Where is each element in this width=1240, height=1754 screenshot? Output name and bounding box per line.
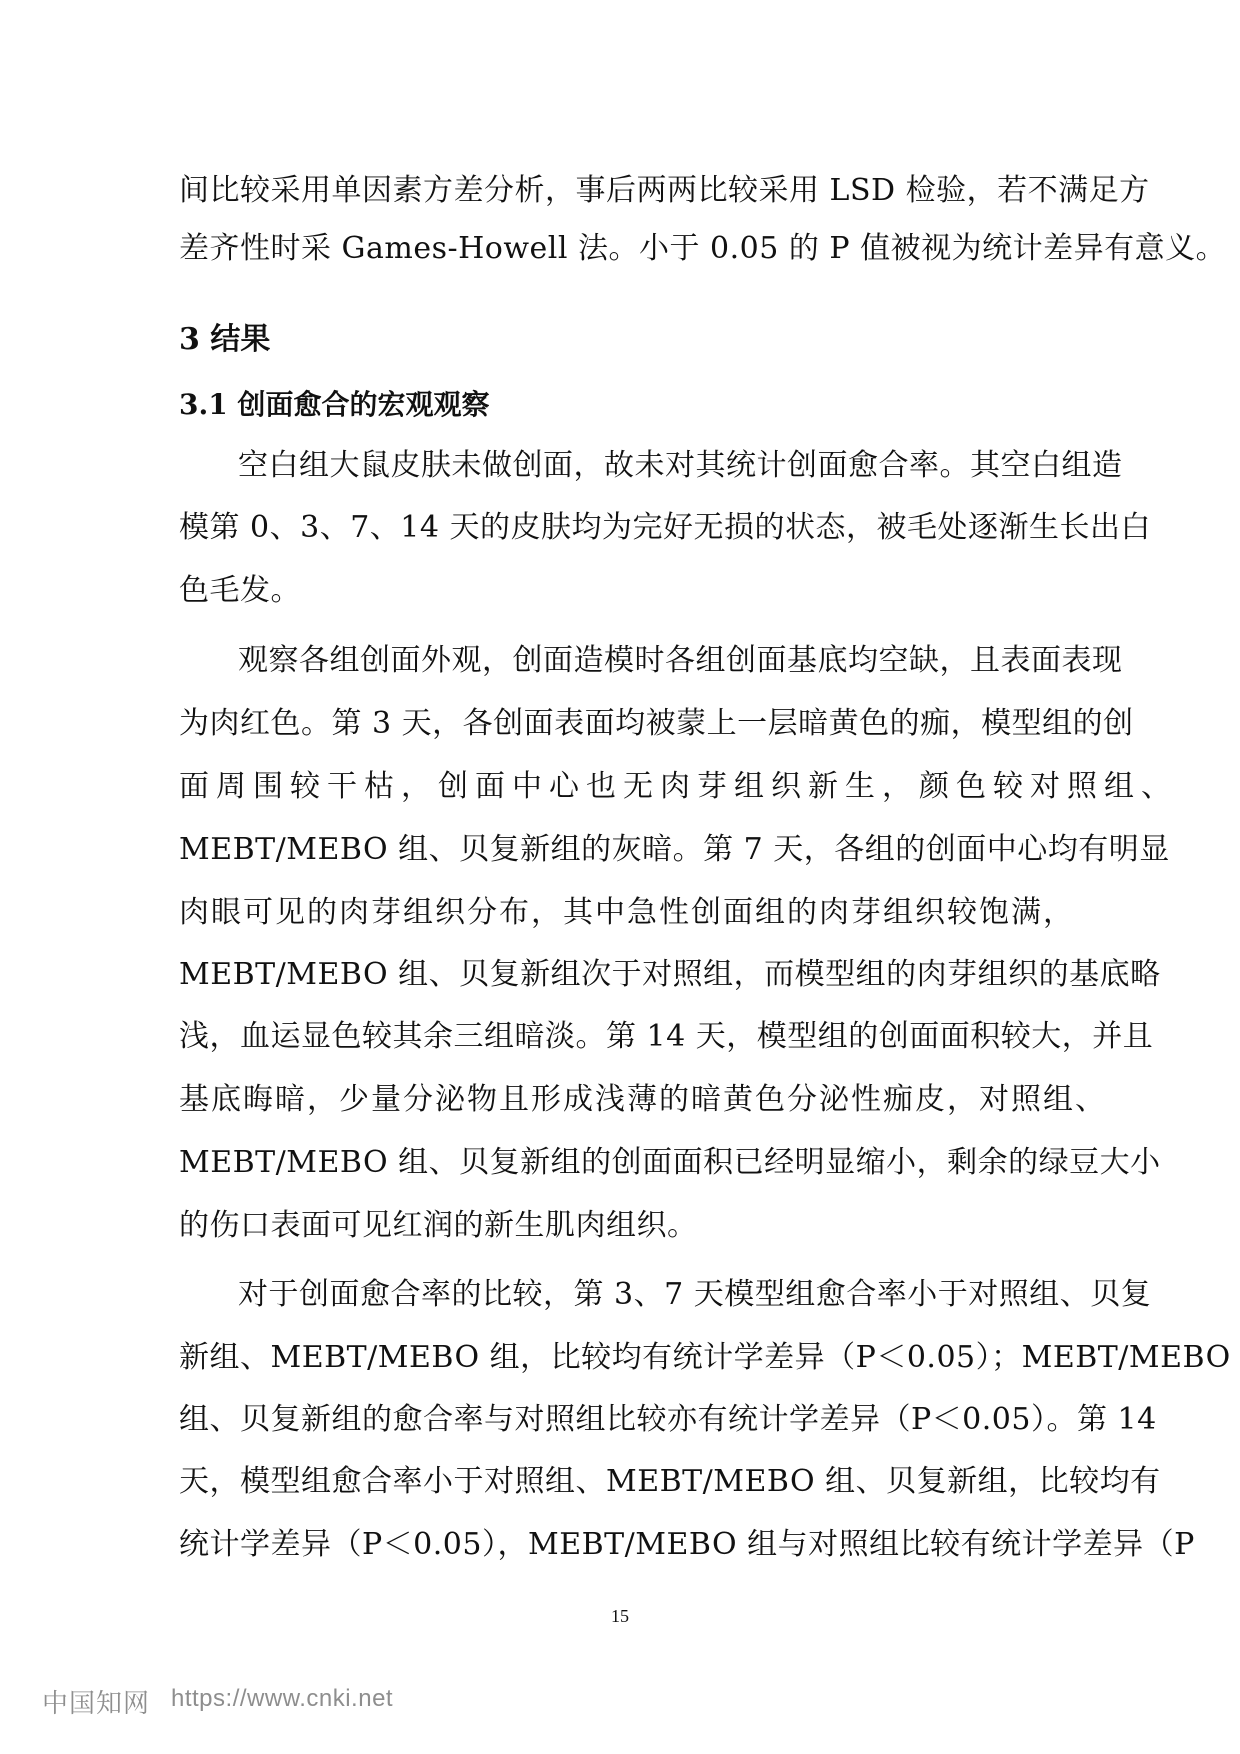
text-line: 差齐性时采 Games-Howell 法。小于 0.05 的 P 值被视为统计差异有意义。: [179, 231, 1227, 266]
paragraph-line: 肉眼可见的肉芽组织分布，其中急性创面组的肉芽组织较饱满，: [179, 895, 1075, 930]
paragraph-line: 对于创面愈合率的比较，第 3、7 天模型组愈合率小于对照组、贝复: [238, 1277, 1152, 1312]
paragraph-line: 天，模型组愈合率小于对照组、MEBT/MEBO 组、贝复新组，比较均有: [179, 1464, 1161, 1499]
paragraph-line: 基底晦暗，少量分泌物且形成浅薄的暗黄色分泌性痂皮，对照组、: [179, 1082, 1107, 1117]
paragraph-line: MEBT/MEBO 组、贝复新组的创面面积已经明显缩小，剩余的绿豆大小: [179, 1145, 1161, 1180]
paragraph-line: 的伤口表面可见红润的新生肌肉组织。: [179, 1208, 698, 1243]
paragraph-line: 面周围较干枯，创面中心也无肉芽组织新生，颜色较对照组、: [179, 769, 1178, 804]
paragraph-line: 色毛发。: [179, 573, 301, 608]
paragraph-line: 新组、MEBT/MEBO 组，比较均有统计学差异（P＜0.05）；MEBT/MEBO: [179, 1340, 1231, 1375]
paragraph-line: 统计学差异（P＜0.05），MEBT/MEBO 组与对照组比较有统计学差异（P: [179, 1527, 1195, 1562]
subsection-heading: 3.1 创面愈合的宏观观察: [179, 388, 490, 421]
section-heading: 3 结果: [179, 322, 271, 357]
paragraph-line: 为肉红色。第 3 天，各创面表面均被蒙上一层暗黄色的痂，模型组的创: [179, 706, 1134, 741]
page-number: 15: [611, 1606, 629, 1626]
paragraph-line: 浅，血运显色较其余三组暗淡。第 14 天，模型组的创面面积较大，并且: [179, 1019, 1154, 1054]
paragraph-line: 组、贝复新组的愈合率与对照组比较亦有统计学差异（P＜0.05）。第 14: [179, 1402, 1157, 1437]
footer-url[interactable]: https://www.cnki.net: [171, 1685, 394, 1712]
paragraph-line: 模第 0、3、7、14 天的皮肤均为完好无损的状态，被毛处逐渐生长出白: [179, 510, 1152, 545]
text-line: 间比较采用单因素方差分析，事后两两比较采用 LSD 检验，若不满足方: [179, 173, 1150, 208]
paragraph-line: 观察各组创面外观，创面造模时各组创面基底均空缺，且表面表现: [238, 643, 1123, 678]
paragraph-line: MEBT/MEBO 组、贝复新组次于对照组，而模型组的肉芽组织的基底略: [179, 957, 1161, 992]
cnki-logo-text: 中国知网: [42, 1688, 151, 1718]
paragraph-line: MEBT/MEBO 组、贝复新组的灰暗。第 7 天，各组的创面中心均有明显: [179, 832, 1170, 867]
paragraph-line: 空白组大鼠皮肤未做创面，故未对其统计创面愈合率。其空白组造: [238, 448, 1123, 483]
